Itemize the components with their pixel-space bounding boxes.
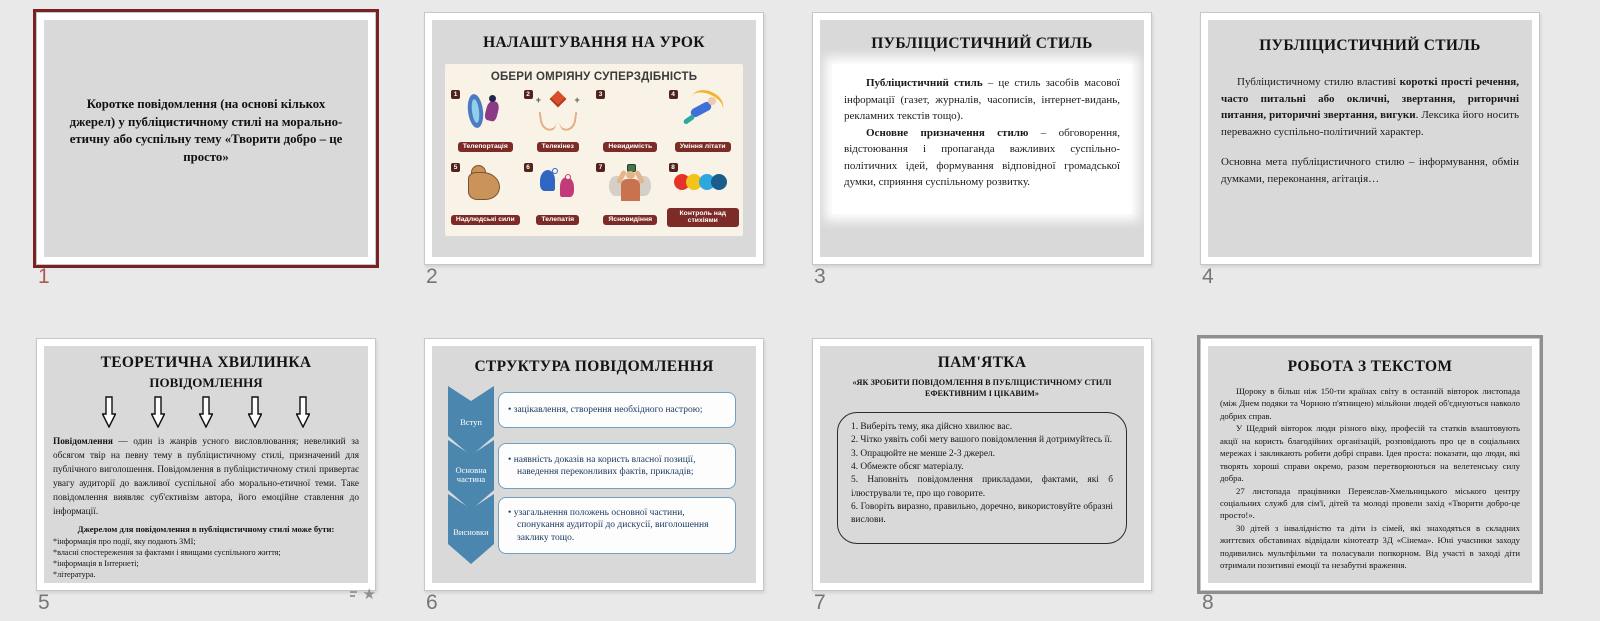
- slide-number-6: 6: [426, 591, 438, 614]
- slide-number-2: 2: [426, 265, 438, 288]
- power-label: Ясновидіння: [603, 215, 657, 226]
- power-number-badge: 3: [596, 90, 605, 99]
- step-label-intro: Вступ: [460, 417, 482, 427]
- definition-box: [832, 64, 1132, 214]
- clairvoyance-icon: [607, 162, 653, 208]
- step-box-main: • наявність доказів на користь власної позиції, наведення переконливих фактів, прикладів;: [498, 443, 736, 489]
- power-number-badge: 4: [669, 90, 678, 99]
- slide-6-title: СТРУКТУРА ПОВІДОМЛЕННЯ: [474, 358, 714, 375]
- slide-number-7: 7: [814, 591, 826, 614]
- slide-thumbnail-8[interactable]: [1200, 338, 1540, 591]
- down-arrow-icon: [102, 396, 116, 428]
- slide-1-title-text: Коротке повідомлення (на основі кількох джерел) у публіцистичному стилі на морально-етичну або суспільну тему «Творити добро – це просто»: [69, 97, 343, 164]
- slide-number-4: 4: [1202, 265, 1214, 288]
- slide-thumbnail-6[interactable]: [424, 338, 764, 591]
- telekinesis-icon: + +: [535, 89, 581, 135]
- memo-item: 5. Наповніть повідомлення прикладами, фактами, які б ілюстрували те, про що говорите.: [851, 475, 1113, 499]
- slide-7-title: ПАМ'ЯТКА: [937, 354, 1027, 371]
- slide-thumbnail-2[interactable]: [424, 12, 764, 265]
- sources-heading: Джерелом для повідомлення в публіцистичному стилі може бути:: [77, 523, 335, 534]
- memo-item: 2. Чітко уявіть собі мету вашого повідомлення й дотримуйтесь її.: [851, 435, 1113, 446]
- power-label: Невидимість: [603, 142, 657, 153]
- slide-3-canvas: [820, 20, 1144, 257]
- step-box-conclusion: • узагальнення положень основної частини, спонукання аудиторії до дискусії, виголошення заклику тощо.: [498, 497, 736, 554]
- source-item: *література.: [53, 569, 96, 579]
- source-item: *інформація про події, яку подають ЗМІ;: [53, 536, 196, 546]
- message-definition: Повідомлення — один із жанрів усного висловлювання; невеликий за обсягом твір на певну тему в публіцистичному стилі, призначений для публічного виголошення. Повідомлення в публіцистичному стилі привертає увагу аудиторії до важливої суспільної або морально-етичної теми. Таке повідомлення виявляє суб'єктивізм автора, його емоційне ставлення до інформації.: [53, 437, 359, 517]
- power-number-badge: 5: [451, 163, 460, 172]
- power-item-teleport: [449, 88, 522, 161]
- power-item-strength: [449, 161, 522, 234]
- text-paragraph: 27 листопада працівники Переяслав-Хмельницького міського центру соціальних служб для сім'ї, дітей та молоді провели захід «Творити добро-це просто!».: [1220, 485, 1520, 521]
- power-label: Телепортація: [458, 142, 513, 153]
- animation-star-icon[interactable]: ★: [350, 586, 376, 604]
- power-item-elements: [667, 161, 740, 234]
- strength-icon: [462, 162, 508, 208]
- slide-8-body: [1220, 385, 1520, 572]
- power-number-badge: 8: [669, 163, 678, 172]
- memo-item: 6. Говоріть виразно, правильно, доречно, використовуйте образні вислови.: [851, 502, 1113, 526]
- purpose-paragraph: Основне призначення стилю – обговорення, відстоювання і пропаганда важливих суспільно-політичних ідей, формування відповідної громадської думки, сприяння суспільному розвитку.: [844, 126, 1120, 188]
- invisibility-icon: [607, 89, 653, 135]
- telepathy-icon: [535, 162, 581, 208]
- power-label: Надлюдські сили: [451, 215, 520, 226]
- slide-thumbnail-7[interactable]: [812, 338, 1152, 591]
- slide-number-5: 5: [38, 591, 50, 614]
- slide-number-3: 3: [814, 265, 826, 288]
- poster-title: ОБЕРИ ОМРІЯНУ СУПЕРЗДІБНІСТЬ: [490, 71, 698, 83]
- slide-3-title: ПУБЛІЦИСТИЧНИЙ СТИЛЬ: [871, 35, 1093, 52]
- slide-8-canvas: [1208, 346, 1532, 583]
- slide-7-subtitle: «ЯК ЗРОБИТИ ПОВІДОМЛЕННЯ В ПУБЛІЦИСТИЧНОМУ СТИЛІ ЕФЕКТИВНИМ І ЦІКАВИМ»: [852, 378, 1112, 398]
- power-item-telekinesis: [522, 88, 595, 161]
- slide-4-body: Публіцистичному стилю властиві короткі прості речення, часто питальні або окличні, звертання, риторичні питання, риторичні звертання, вигуки. Лексика його носить переважно суспільно-політичний характер. Основна мета публіцистичного стилю – інформування, обмін думками, переконання, агітація…: [1221, 76, 1520, 185]
- memo-box: [837, 412, 1127, 544]
- superpower-poster: [445, 64, 743, 236]
- definition-paragraph: Публіцистичний стиль – це стиль засобів масової інформації (газет, журналів, часописів, інтернет-видань, рекламних текстів тощо).: [844, 77, 1120, 122]
- power-label: Телепатія: [536, 215, 579, 226]
- elements-icon: [680, 162, 726, 208]
- power-label: Уміння літати: [675, 142, 731, 153]
- slide-5-title: ТЕОРЕТИЧНА ХВИЛИНКА: [100, 354, 312, 371]
- step-box-intro: • зацікавлення, створення необхідного настрою;: [498, 392, 736, 428]
- power-number-badge: 6: [524, 163, 533, 172]
- down-arrow-icon: [248, 396, 262, 428]
- slide-4-canvas: [1208, 20, 1532, 257]
- down-arrow-icon: [199, 396, 213, 428]
- flying-icon: [680, 89, 726, 135]
- slide-2-canvas: [432, 20, 756, 257]
- power-item-clairvoyance: [594, 161, 667, 234]
- slide-5-body: [53, 436, 359, 580]
- source-item: *власні спостереження за фактами і явищами суспільного життя;: [53, 547, 281, 557]
- slide-thumbnail-5[interactable]: [36, 338, 376, 591]
- text-paragraph: У Щедрий вівторок люди різного віку, професій та статків влаштовують акції на користь благодійних організацій, розповідають про це в соціальних мережах і закликають робити добрі справи. Ідея проста: показати, що люди, які творять хороші справи окремо, разом перетворюються на велетенську силу добра.: [1220, 423, 1520, 484]
- power-item-flying: [667, 88, 740, 161]
- source-item: *інформація в Інтернеті;: [53, 558, 139, 568]
- slide-6-canvas: [432, 346, 756, 583]
- power-number-badge: 7: [596, 163, 605, 172]
- power-label: Контроль над стихіями: [667, 208, 739, 227]
- slide-4-title: ПУБЛІЦИСТИЧНИЙ СТИЛЬ: [1259, 37, 1481, 54]
- slide-number-8: 8: [1202, 591, 1214, 614]
- slide-5-subtitle: ПОВІДОМЛЕННЯ: [149, 375, 263, 390]
- power-label: Телекінез: [537, 142, 579, 153]
- step-label-main: Основна частина: [455, 465, 487, 485]
- power-item-invisibility: [594, 88, 667, 161]
- slide-thumbnail-3[interactable]: [812, 12, 1152, 265]
- slide-2-title: НАЛАШТУВАННЯ НА УРОК: [483, 34, 705, 51]
- slide-8-title: РОБОТА З ТЕКСТОМ: [1287, 358, 1453, 375]
- down-arrow-icon: [296, 396, 310, 428]
- slide-5-canvas: [44, 346, 368, 583]
- superpower-grid: [449, 88, 739, 234]
- power-number-badge: 1: [451, 90, 460, 99]
- down-arrows: [102, 396, 310, 428]
- slide-thumbnail-4[interactable]: [1200, 12, 1540, 265]
- down-arrow-icon: [151, 396, 165, 428]
- slide-7-canvas: [820, 346, 1144, 583]
- power-item-telepathy: [522, 161, 595, 234]
- teleport-icon: [462, 89, 508, 135]
- slide-number-1: 1: [38, 265, 50, 288]
- memo-item: 4. Обмежте обсяг матеріалу.: [851, 462, 964, 473]
- memo-item: 3. Опрацюйте не менше 2-3 джерел.: [851, 448, 996, 459]
- text-paragraph: Щороку в більш ніж 150-ти країнах світу в останній вівторок листопада (між Днем подяки та Чорною п'ятницею) мільйони людей об'єднуються навколо добрих справ.: [1220, 386, 1520, 421]
- power-number-badge: 2: [524, 90, 533, 99]
- slide-thumbnail-1[interactable]: [36, 12, 376, 265]
- text-paragraph: 30 дітей з інвалідністю та діти із сімей, які знаходяться в складних життєвих обставинах відвідали кінотеатр 3Д «Сінема». Юні учасники заходу подивились мультфільми та поласували попкорном. Від участі в заході діти отримали позитивні емоції та незабутні враження.: [1220, 522, 1520, 571]
- step-label-conclusion: Висновки: [453, 527, 489, 537]
- memo-item: 1. Виберіть тему, яка дійсно хвилює вас.: [851, 422, 1013, 432]
- slide-1-canvas: [44, 20, 368, 257]
